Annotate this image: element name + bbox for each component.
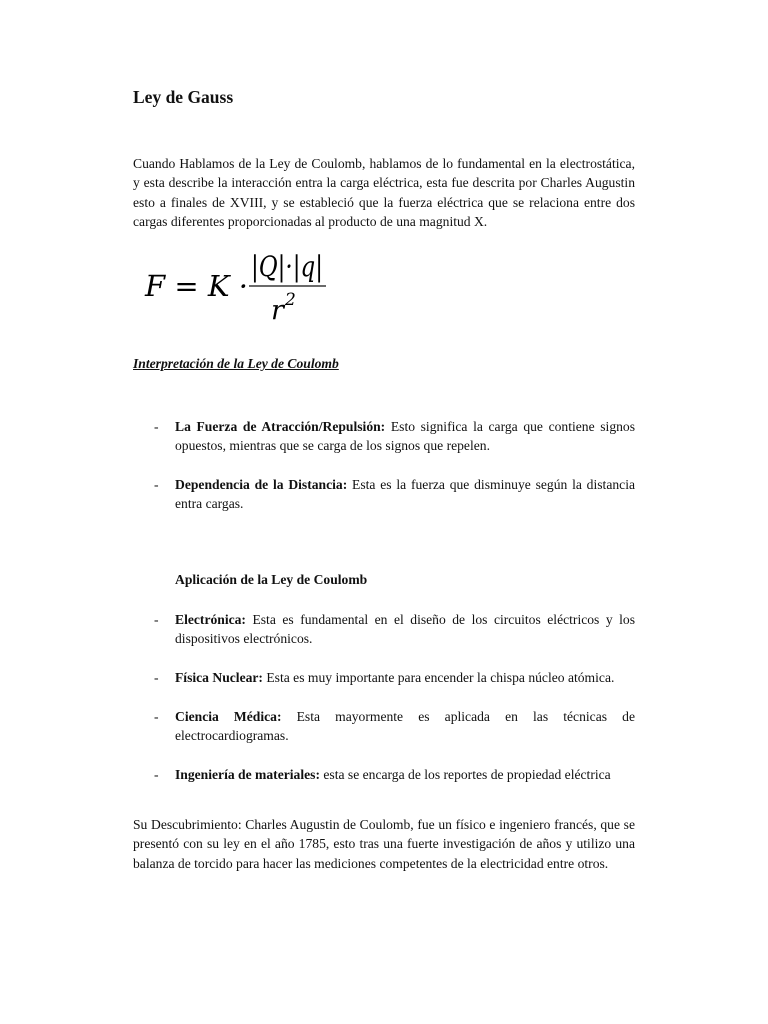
list-item	[133, 765, 635, 784]
item-label: Ciencia Médica:	[175, 709, 282, 724]
list-item	[133, 610, 635, 649]
formula-exponent: 2	[285, 290, 296, 310]
formula-numerator: |Q|·|q|	[251, 250, 323, 283]
formula-denominator: r	[271, 295, 284, 325]
document-title: Ley de Gauss	[133, 87, 234, 107]
list-item	[133, 475, 635, 514]
list-bullet: -	[154, 477, 159, 492]
list-bullet: -	[154, 709, 159, 724]
item-label: Física Nuclear:	[175, 670, 263, 685]
item-text: Esta es fundamental en el diseño de los circuitos eléctricos y los dispositivos electrónicos.	[175, 612, 635, 647]
item-label: Ingeniería de materiales:	[175, 767, 320, 782]
list-bullet: -	[154, 612, 159, 627]
list-bullet: -	[154, 670, 159, 685]
item-text: Esta mayormente es aplicada en las técnicas de electrocardiogramas.	[175, 709, 635, 744]
intro-paragraph: Cuando Hablamos de la Ley de Coulomb, hablamos de lo fundamental en la electrostática, y esta describe la interacción entra la carga eléctrica, esta fue descrita por Charles Augustin esto a finales de XVIII, y se estableció que la fuerza eléctrica que se relaciona entre dos cargas diferentes proporcionadas al producto de una magnitud X.	[133, 156, 635, 230]
item-text: Esta es la fuerza que disminuye según la distancia entra cargas.	[175, 477, 636, 512]
list-bullet: -	[154, 767, 159, 782]
application-heading: Aplicación de la Ley de Coulomb	[175, 572, 368, 587]
interpretation-heading: Interpretación de la Ley de Coulomb	[133, 356, 339, 371]
formula-lhs: F = K ·	[145, 269, 248, 303]
outro-paragraph: Su Descubrimiento: Charles Augustin de Coulomb, fue un físico e ingeniero francés, que se presentó con su ley en el año 1785, esto tras una fuerte investigación de años y utilizo una balanza de torcido para hacer las mediciones competentes de la electricidad entre otros.	[133, 817, 635, 871]
item-label: Electrónica:	[175, 612, 246, 627]
item-text: esta se encarga de los reportes de propiedad eléctrica	[319, 767, 611, 782]
item-text: Esto significa la carga que contiene signos opuestos, mientras que se carga de los signos que repelen.	[175, 419, 636, 454]
item-label: La Fuerza de Atracción/Repulsión:	[175, 419, 386, 434]
list-item	[133, 417, 635, 456]
list-item	[133, 668, 635, 687]
item-text: Esta es muy importante para encender la chispa núcleo atómica.	[262, 670, 615, 685]
list-bullet: -	[154, 419, 159, 434]
item-label: Dependencia de la Distancia:	[175, 477, 348, 492]
coulomb-formula	[143, 245, 343, 325]
list-item	[133, 707, 635, 746]
